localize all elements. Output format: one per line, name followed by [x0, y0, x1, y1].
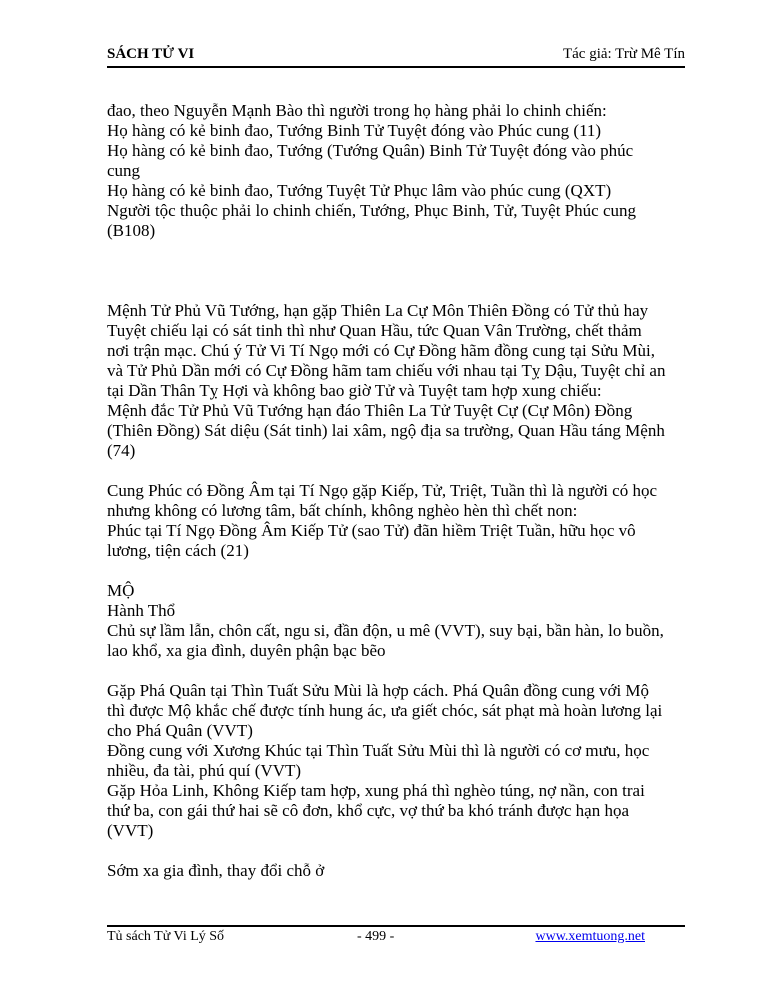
page-footer — [107, 929, 685, 947]
paragraph-spacer — [107, 561, 697, 581]
text-line: Họ hàng có kẻ binh đao, Tướng (Tướng Quân) Binh Tử Tuyệt đóng vào phúc — [107, 141, 634, 160]
paragraph-menh-tu-phu — [107, 301, 697, 461]
text-line: nhiều, đa tài, phú quí (VVT) — [107, 761, 302, 780]
page-number: - 499 - — [357, 929, 395, 944]
paragraph-spacer — [107, 461, 697, 481]
text-line: đao, theo Nguyễn Mạnh Bào thì người trong họ hàng phải lo chinh chiến: — [107, 101, 607, 120]
paragraph-spacer — [107, 241, 697, 281]
paragraph-som-xa — [107, 861, 697, 881]
text-line: (B108) — [107, 221, 156, 240]
text-line: (74) — [107, 441, 136, 460]
book-title: SÁCH TỬ VI — [107, 46, 195, 62]
text-line: (Thiên Đồng) Sát diệu (Sát tinh) lai xâm, ngộ địa sa trường, Quan Hầu táng Mệnh — [107, 421, 665, 440]
text-line: (VVT) — [107, 821, 154, 840]
text-line: Người tộc thuộc phải lo chinh chiến, Tướng, Phục Binh, Tử, Tuyệt Phúc cung — [107, 201, 636, 220]
text-line: cho Phá Quân (VVT) — [107, 721, 253, 740]
paragraph-mo — [107, 581, 697, 661]
text-line: Mệnh Tử Phủ Vũ Tướng, hạn gặp Thiên La Cự Môn Thiên Đồng có Tử thủ hay — [107, 301, 649, 320]
text-line: Gặp Hỏa Linh, Không Kiếp tam hợp, xung phá thì nghèo túng, nợ nần, con trai — [107, 781, 645, 800]
paragraph-spacer — [107, 661, 697, 681]
footer-divider — [107, 925, 685, 927]
text-line: Đồng cung với Xương Khúc tại Thìn Tuất Sửu Mùi thì là người có cơ mưu, học — [107, 741, 650, 760]
text-line: Gặp Phá Quân tại Thìn Tuất Sửu Mùi là hợp cách. Phá Quân đồng cung với Mộ — [107, 681, 650, 700]
text-line: Họ hàng có kẻ binh đao, Tướng Binh Tử Tuyệt đóng vào Phúc cung (11) — [107, 121, 602, 140]
series-name: Tủ sách Tử Vi Lý Số — [107, 929, 225, 944]
page-body — [107, 101, 697, 881]
paragraph-spacer — [107, 281, 697, 301]
text-line: thì được Mộ khắc chế được tính hung ác, ưa giết chóc, sát phạt mà hoàn lương lại — [107, 701, 663, 720]
text-line: lao khổ, xa gia đình, duyên phận bạc bẽo — [107, 641, 386, 660]
paragraph-clan-warfare — [107, 101, 697, 241]
author-credit: Tác giả: Trừ Mê Tín — [562, 46, 685, 62]
paragraph-cung-phuc — [107, 481, 697, 561]
header-divider — [107, 66, 685, 68]
text-line: nhưng không có lương tâm, bất chính, không nghèo hèn thì chết non: — [107, 501, 578, 520]
text-line: Tuyệt chiếu lại có sát tinh thì như Quan Hầu, tức Quan Vân Trường, chết thảm — [107, 321, 642, 340]
text-line: cung — [107, 161, 141, 180]
text-line: Cung Phúc có Đồng Âm tại Tí Ngọ gặp Kiếp, Tử, Triệt, Tuần thì là người có học — [107, 481, 658, 500]
text-line: thứ ba, con gái thứ hai sẽ cô đơn, khổ cực, vợ thứ ba khó tránh được hạn họa — [107, 801, 629, 820]
paragraph-pha-quan — [107, 681, 697, 841]
text-line: nơi trận mạc. Chú ý Tử Vi Tí Ngọ mới có Cự Đồng hãm đồng cung tại Sửu Mùi, — [107, 341, 655, 360]
text-line: Sớm xa gia đình, thay đổi chỗ ở — [107, 861, 325, 880]
text-line: tại Dần Thân Tỵ Hợi và không bao giờ Tử và Tuyệt tam hợp xung chiếu: — [107, 381, 602, 400]
page-header — [107, 46, 685, 66]
text-line: và Tử Phủ Dần mới có Cự Đồng hãm tam chiếu với nhau tại Tỵ Dậu, Tuyệt chỉ an — [107, 361, 666, 380]
website-link[interactable]: www.xemtuong.net — [535, 929, 645, 944]
text-line: lương, tiện cách (21) — [107, 541, 249, 560]
text-line: Hành Thổ — [107, 601, 176, 620]
paragraph-spacer — [107, 841, 697, 861]
text-line: Phúc tại Tí Ngọ Đồng Âm Kiếp Tử (sao Tử) đãn hiềm Triệt Tuần, hữu học vô — [107, 521, 636, 540]
text-line: Mệnh đắc Tử Phủ Vũ Tướng hạn đáo Thiên La Tử Tuyệt Cự (Cự Môn) Đồng — [107, 401, 633, 420]
section-heading: MỘ — [107, 581, 135, 600]
text-line: Chủ sự lầm lẫn, chôn cất, ngu si, đần độn, u mê (VVT), suy bại, bần hàn, lo buồn, — [107, 621, 664, 640]
text-line: Họ hàng có kẻ binh đao, Tướng Tuyệt Tử Phục lâm vào phúc cung (QXT) — [107, 181, 612, 200]
